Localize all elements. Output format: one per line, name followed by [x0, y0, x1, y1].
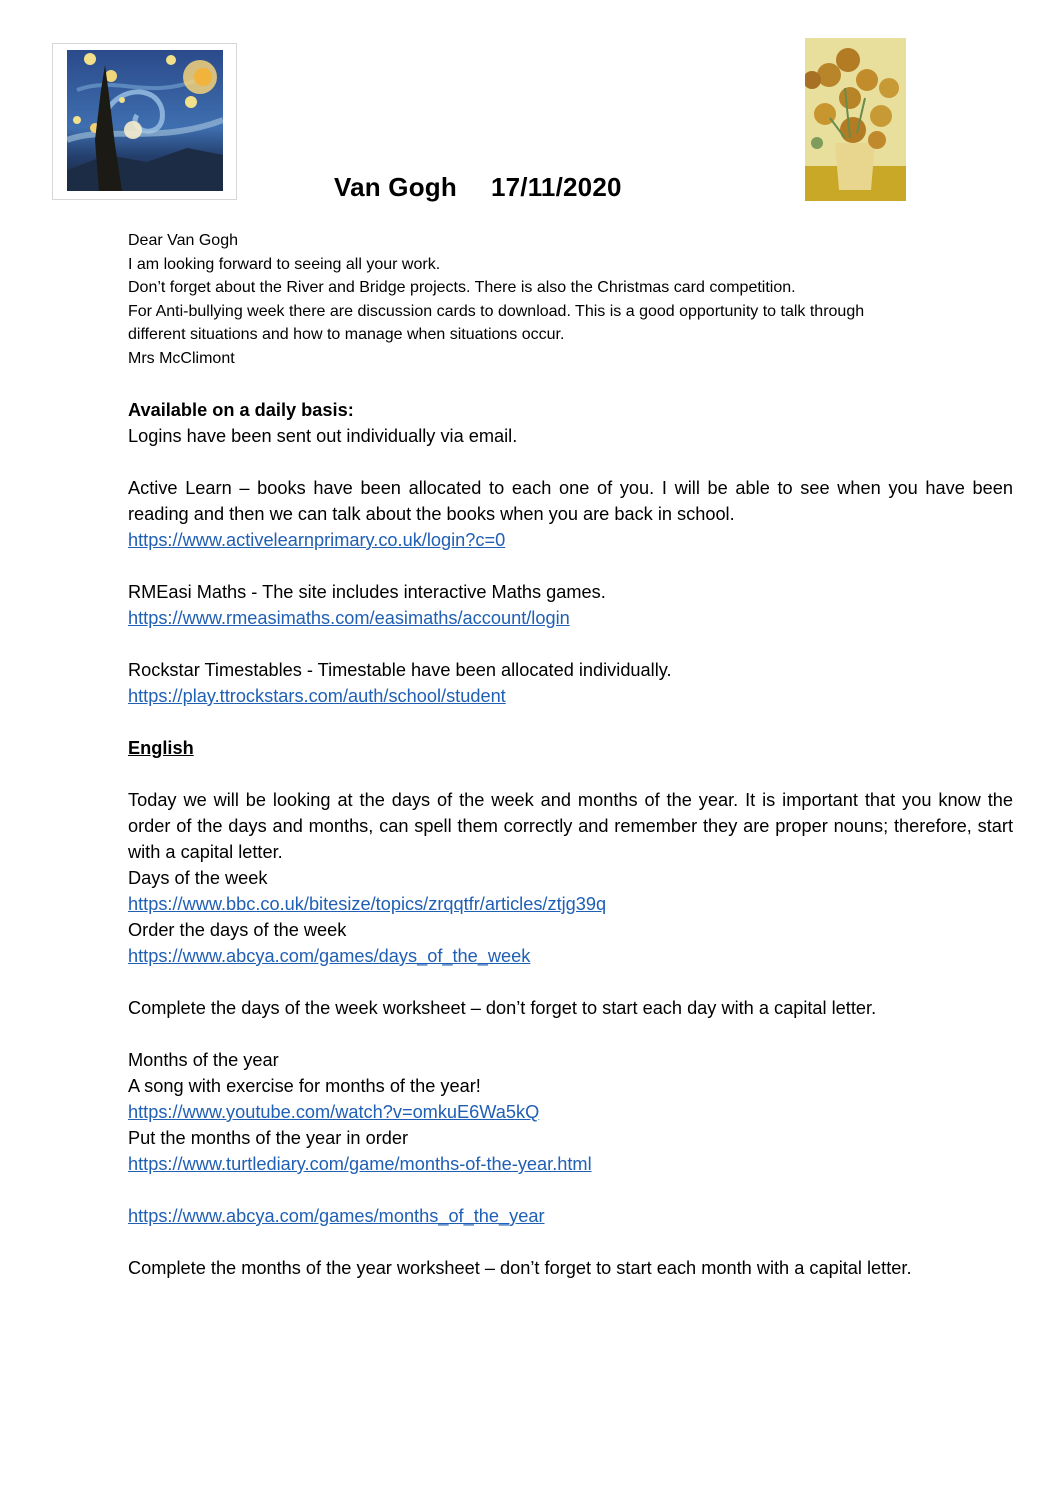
active-learn-link[interactable]: https://www.activelearnprimary.co.uk/login?c=0 — [128, 530, 506, 550]
letter-line: Don’t forget about the River and Bridge projects. There is also the Christmas card competition. — [128, 279, 796, 297]
letter — [128, 229, 1013, 371]
days-label: Days of the week — [128, 868, 268, 888]
abcya-days-link[interactable]: https://www.abcya.com/games/days_of_the_week — [128, 946, 531, 966]
logins-note: Logins have been sent out individually via email. — [128, 426, 518, 446]
months-label: Months of the year — [128, 1050, 279, 1070]
active-learn-description: Active Learn – books have been allocated to each one of you. I will be able to see when you have been reading and then we can talk about the books when you are back in school. — [128, 478, 1013, 524]
daily-heading: Available on a daily basis: — [128, 400, 354, 420]
english-heading: English — [128, 738, 194, 758]
sunflowers-image — [805, 38, 906, 201]
rockstar-description: Rockstar Timestables - Timestable have been allocated individually. — [128, 660, 672, 680]
order-days-label: Order the days of the week — [128, 920, 347, 940]
letter-signature: Mrs McClimont — [128, 349, 235, 367]
starry-night-image — [52, 43, 237, 200]
order-months-label: Put the months of the year in order — [128, 1128, 409, 1148]
letter-greeting: Dear Van Gogh — [128, 232, 238, 249]
starry-night-painting — [67, 50, 223, 191]
letter-line: For Anti-bullying week there are discussion cards to download. This is a good opportunity to talk through — [128, 302, 865, 320]
main-content — [128, 397, 1013, 1281]
rmeasi-link[interactable]: https://www.rmeasimaths.com/easimaths/account/login — [128, 608, 570, 628]
youtube-song-link[interactable]: https://www.youtube.com/watch?v=omkuE6Wa5kQ — [128, 1102, 540, 1122]
song-label: A song with exercise for months of the year! — [128, 1076, 481, 1096]
sunflowers-painting — [805, 38, 906, 201]
abcya-months-link[interactable]: https://www.abcya.com/games/months_of_the_year — [128, 1206, 545, 1226]
turtlediary-months-link[interactable]: https://www.turtlediary.com/game/months-of-the-year.html — [128, 1154, 592, 1174]
months-task: Complete the months of the year worksheet – don’t forget to start each month with a capital letter. — [128, 1258, 912, 1278]
bbc-days-link[interactable]: https://www.bbc.co.uk/bitesize/topics/zrqqtfr/articles/ztjg39q — [128, 894, 607, 914]
letter-line: different situations and how to manage when situations occur. — [128, 326, 565, 344]
letter-line: I am looking forward to seeing all your work. — [128, 255, 441, 273]
class-name: Van Gogh — [334, 172, 457, 202]
rmeasi-description: RMEasi Maths - The site includes interactive Maths games. — [128, 582, 606, 602]
english-intro: Today we will be looking at the days of the week and months of the year. It is important that you know the order of the days and months, can spell them correctly and remember they are proper nouns; therefore, start with a capital letter. — [128, 790, 1013, 862]
days-task: Complete the days of the week worksheet – don’t forget to start each day with a capital letter. — [128, 998, 877, 1018]
rockstar-link[interactable]: https://play.ttrockstars.com/auth/school/student — [128, 686, 506, 706]
date: 17/11/2020 — [490, 172, 622, 202]
page-title — [334, 172, 622, 203]
